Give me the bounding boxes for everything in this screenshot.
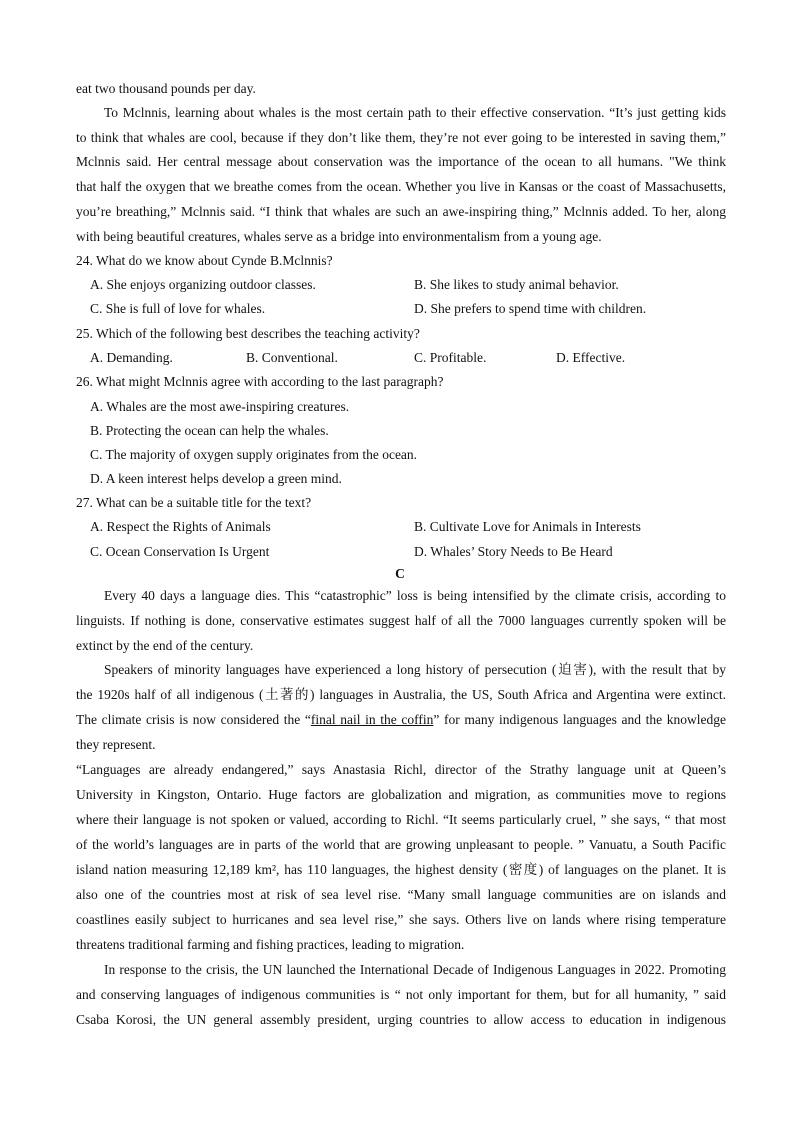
question-26-option-a: A. Whales are the most awe-inspiring creatures.	[90, 399, 350, 414]
passage-c-p2-line	[76, 711, 726, 729]
question-27-option-b: B. Cultivate Love for Animals in Interests	[414, 519, 641, 534]
question-24-option-c: C. She is full of love for whales.	[90, 301, 266, 316]
passage-b-line: Mclnnis said. Her central message about conservation was the importance of the ocean to all humans. "We think	[76, 154, 726, 169]
passage-b-line: that half the oxygen that we breathe comes from the ocean. Whether you live in Kansas or the coast of Massachusetts,	[76, 179, 726, 194]
question-24-option-b: B. She likes to study animal behavior.	[414, 277, 619, 292]
passage-c-p1-line: extinct by the end of the century.	[76, 638, 254, 653]
passage-c-p4-line: Csaba Korosi, the UN general assembly president, urging countries to allow access to education in indigenous	[76, 1012, 726, 1027]
question-26-option-d: D. A keen interest helps develop a green mind.	[90, 471, 342, 486]
passage-b-line: eat two thousand pounds per day.	[76, 81, 256, 96]
passage-c-p3-line: “Languages are already endangered,” says Anastasia Richl, director of the Strathy language unit at Queen’s	[76, 762, 726, 777]
question-25-option-b: B. Conventional.	[246, 350, 338, 365]
passage-c-p2-text: ” for many indigenous languages and the knowledge	[433, 712, 727, 727]
question-26-stem: 26. What might Mclnnis agree with according to the last paragraph?	[76, 374, 444, 389]
passage-b-line: you’re breathing,” Mclnnis said. “I think that whales are such an awe-inspiring thing,” Mclnnis added. To her, along	[76, 204, 726, 219]
passage-c-p1-line: linguists. If nothing is done, conservative estimates suggest half of all the 7000 languages currently spoken will be	[76, 613, 726, 628]
question-24-option-a: A. She enjoys organizing outdoor classes.	[90, 277, 316, 292]
passage-c-p2-line: Speakers of minority languages have experienced a long history of persecution (迫害), with the result that by	[104, 662, 726, 677]
question-25-option-d: D. Effective.	[556, 350, 626, 365]
question-24-stem: 24. What do we know about Cynde B.Mclnnis?	[76, 253, 333, 268]
passage-c-p1-line: Every 40 days a language dies. This “catastrophic” loss is being intensified by the climate crisis, according to	[104, 588, 726, 603]
question-25-option-a: A. Demanding.	[90, 350, 173, 365]
passage-c-p3-line: where their language is not spoken or valued, according to Richl. “It seems particularly cruel, ” she says, “ that most	[76, 812, 726, 827]
passage-c-title: C	[395, 566, 405, 581]
passage-b-line: with being beautiful creatures, whales serve as a bridge into environmentalism from a young age.	[76, 229, 602, 244]
underlined-phrase: final nail in the coffin	[310, 712, 434, 727]
passage-c-p3-line: coastlines easily subject to hurricanes and sea level rise,” she says. Others live on lands where rising temperature	[76, 912, 726, 927]
passage-c-p3-line: also one of the countries most at risk of sea level rise. “Many small language communities are on islands and	[76, 887, 726, 902]
passage-c-p4-line: In response to the crisis, the UN launched the International Decade of Indigenous Languages in 2022. Promoting	[104, 962, 726, 977]
passage-b-line: To Mclnnis, learning about whales is the most certain path to their effective conservation. “It’s just getting kids	[104, 105, 726, 120]
question-24-option-d: D. She prefers to spend time with children.	[414, 301, 647, 316]
question-27-option-a: A. Respect the Rights of Animals	[90, 519, 271, 534]
question-27-option-c: C. Ocean Conservation Is Urgent	[90, 544, 270, 559]
passage-c-p2-text: The climate crisis is now considered the “	[76, 712, 311, 727]
passage-c-p2-line: the 1920s half of all indigenous (土著的) languages in Australia, the US, South Africa and Argentina were extinct.	[76, 687, 726, 702]
question-25-stem: 25. Which of the following best describes the teaching activity?	[76, 326, 420, 341]
question-27-stem: 27. What can be a suitable title for the text?	[76, 495, 312, 510]
passage-c-p3-line: University in Kingston, Ontario. Huge factors are globalization and migration, as communities move to regions	[76, 787, 726, 802]
passage-c-p2-line: they represent.	[76, 737, 156, 752]
passage-c-p3-line: of the world’s languages are in parts of the world that are growing unpleasant to people. ” Vanuatu, a South Pacific	[76, 837, 726, 852]
passage-b-line: to think that whales are cool, because if they don’t like them, they’re not ever going to be interested in saving them,”	[76, 130, 726, 145]
passage-c-p3-line: island nation measuring 12,189 km², has 110 languages, the highest density (密度) of languages on the planet. It is	[76, 862, 726, 877]
question-26-option-b: B. Protecting the ocean can help the whales.	[90, 423, 329, 438]
question-25-option-c: C. Profitable.	[414, 350, 487, 365]
passage-c-p4-line: and conserving languages of indigenous communities is “ not only important for them, but for all humanity, ” said	[76, 987, 726, 1002]
passage-c-p3-line: threatens traditional farming and fishing practices, leading to migration.	[76, 937, 465, 952]
question-26-option-c: C. The majority of oxygen supply originates from the ocean.	[90, 447, 418, 462]
question-27-option-d: D. Whales’ Story Needs to Be Heard	[414, 544, 613, 559]
